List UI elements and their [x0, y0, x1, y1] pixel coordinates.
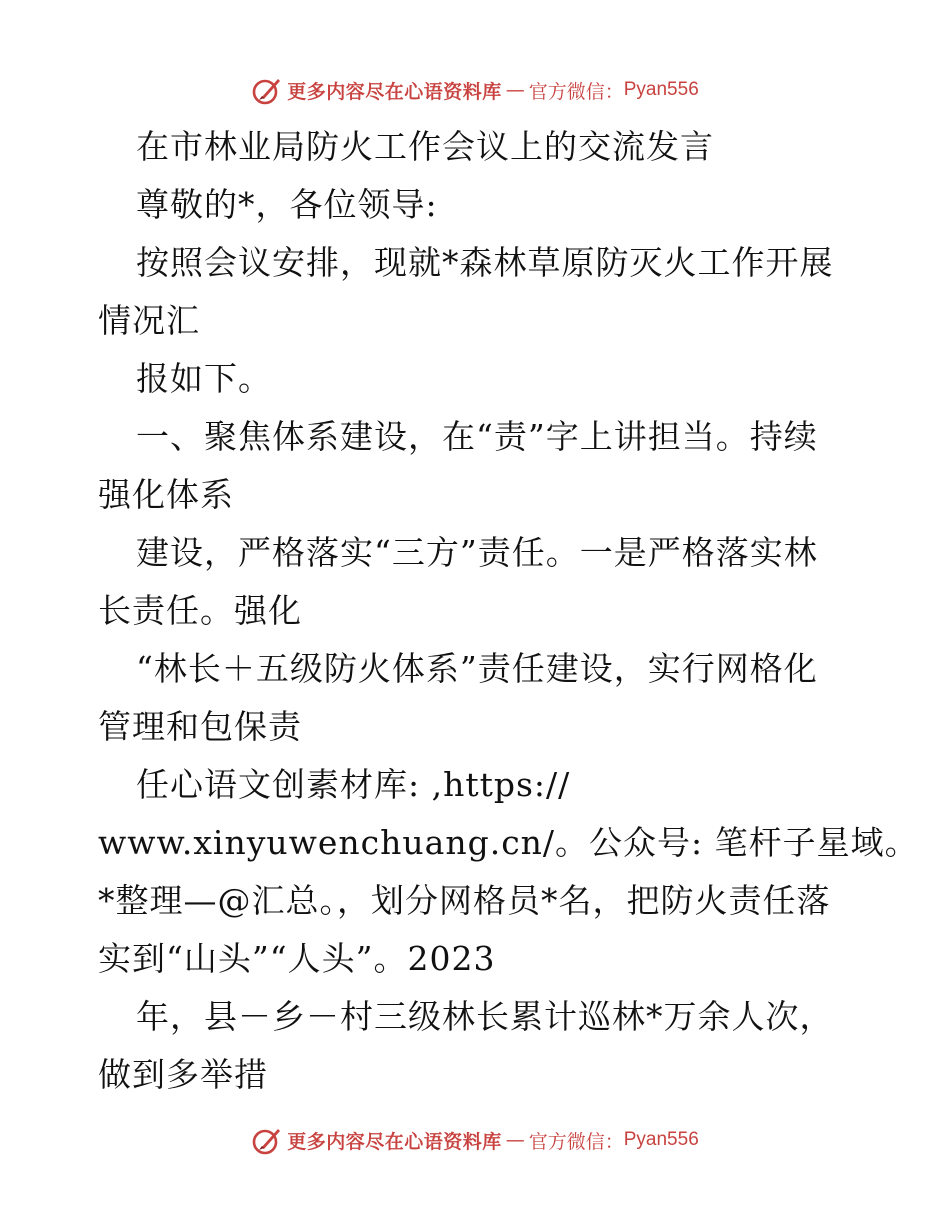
- url-line: www.xinyuwenchuang.cn/。公众号: 笔杆子星域。: [98, 823, 919, 862]
- banner-official-label: 官方微信：: [528, 1130, 624, 1153]
- document-title: 在市林业局防火工作会议上的交流发言: [136, 127, 714, 166]
- feather-pen-logo-icon: [251, 1124, 283, 1156]
- header-banner: [0, 70, 950, 110]
- banner-brand-text: 更多内容尽在心语资料库: [287, 80, 502, 103]
- text-line: 建设，严格落实“三方”责任。一是严格落实林: [136, 533, 818, 572]
- text-line: 实到“山头”“人头”。2023: [98, 939, 496, 978]
- footer-banner: [0, 1120, 950, 1160]
- banner-brand-text: 更多内容尽在心语资料库: [287, 1130, 502, 1153]
- text-line: *整理—@汇总。，划分网格员*名，把防火责任落: [98, 881, 831, 920]
- banner-official-label: 官方微信：: [528, 80, 624, 103]
- banner-separator: —: [505, 79, 525, 101]
- banner-wechat-id: Pyan556: [623, 79, 699, 100]
- section-heading-line: 一、聚焦体系建设，在“责”字上讲担当。持续: [136, 417, 818, 456]
- text-line: 强化体系: [98, 475, 234, 514]
- text-line: “林长＋五级防火体系”责任建设，实行网格化: [136, 649, 818, 688]
- text-line: 做到多举措: [98, 1055, 268, 1094]
- feather-pen-logo-icon: [251, 74, 283, 106]
- banner-separator: —: [505, 1129, 525, 1151]
- text-line: 情况汇: [98, 301, 200, 340]
- banner-wechat-id: Pyan556: [623, 1129, 699, 1150]
- salutation: 尊敬的*，各位领导:: [136, 185, 438, 224]
- text-line: 年，县－乡－村三级林长累计巡林*万余人次，: [136, 997, 834, 1036]
- text-line: 按照会议安排，现就*森林草原防灭火工作开展: [136, 243, 834, 282]
- text-line: 任心语文创素材库: ,https://: [136, 765, 571, 804]
- text-line: 报如下。: [136, 359, 272, 398]
- text-line: 管理和包保责: [98, 707, 302, 746]
- text-line: 长责任。强化: [98, 591, 302, 630]
- document-body: [98, 118, 919, 1104]
